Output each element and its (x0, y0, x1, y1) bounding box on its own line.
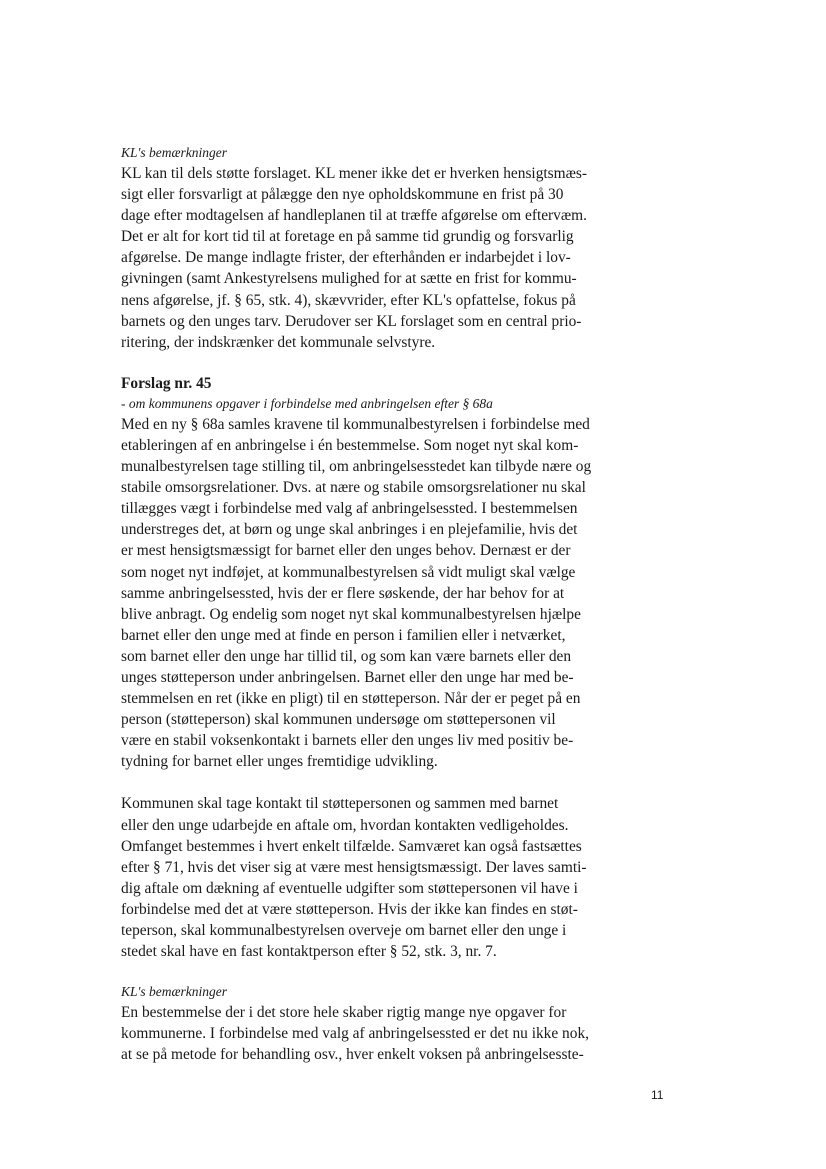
text-line: efter § 71, hvis det viser sig at være mest hensigtsmæssigt. Der laves samti- (121, 858, 587, 876)
section-kl-remarks-2 (121, 982, 621, 1065)
text-line: Kommunen skal tage kontakt til støttepersonen og sammen med barnet (121, 795, 559, 813)
text-line: person (støtteperson) skal kommunen undersøge om støttepersonen vil (121, 711, 556, 729)
text-line: som noget nyt indføjet, at kommunalbestyrelsen så vidt muligt skal vælge (121, 563, 576, 581)
page-content (121, 143, 621, 1065)
text-line: barnet eller den unge med at finde en person i familien eller i netværket, (121, 626, 566, 644)
text-line: tillægges vægt i forbindelse med valg af anbringelsessted. I bestemmelsen (121, 500, 578, 518)
text-line: nens afgørelse, jf. § 65, stk. 4), skævvrider, efter KL's opfattelse, fokus på (121, 291, 576, 309)
section-proposal-45 (121, 373, 621, 962)
section-heading: KL's bemærkninger (121, 984, 228, 1000)
body-paragraph (121, 414, 621, 773)
text-line: stedet skal have en fast kontaktperson efter § 52, stk. 3, nr. 7. (121, 943, 497, 961)
page-number: 11 (651, 1088, 664, 1102)
text-line: tydning for barnet eller unges fremtidige udvikling. (121, 753, 438, 771)
text-line: understreges det, at børn og unge skal anbringes i en plejefamilie, hvis det (121, 521, 578, 539)
text-line: stemmelsen en ret (ikke en pligt) til en støtteperson. Når der er peget på en (121, 690, 581, 708)
body-paragraph (121, 163, 621, 353)
section-heading: KL's bemærkninger (121, 145, 228, 160)
text-line: samme anbringelsessted, hvis der er flere søskende, der har behov for at (121, 584, 565, 602)
text-line: stabile omsorgsrelationer. Dvs. at nære og stabile omsorgsrelationer nu skal (121, 479, 586, 497)
text-line: givningen (samt Ankestyrelsens mulighed for at sætte en frist for kommu- (121, 270, 577, 288)
text-line: afgørelse. De mange indlagte frister, der efterhånden er indarbejdet i lov- (121, 249, 571, 267)
text-line: barnets og den unges tarv. Derudover ser KL forslaget som en central prio- (121, 312, 582, 330)
text-line: Omfanget bestemmes i hvert enkelt tilfælde. Samværet kan også fastsættes (121, 837, 582, 855)
text-line: er mest hensigtsmæssigt for barnet eller den unges behov. Dernæst er der (121, 542, 571, 560)
text-line: munalbestyrelsen tage stilling til, om anbringelsesstedet kan tilbyde nære og (121, 458, 592, 476)
section-kl-remarks-1 (121, 143, 621, 353)
text-line: Det er alt for kort tid til at foretage en på samme tid grundig og forsvarlig (121, 228, 574, 246)
text-line: dig aftale om dækning af eventuelle udgifter som støttepersonen vil have i (121, 879, 578, 897)
text-line: at se på metode for behandling osv., hver enkelt voksen på anbringelsesste- (121, 1046, 584, 1064)
text-line: eller den unge udarbejde en aftale om, hvordan kontakten vedligeholdes. (121, 816, 569, 834)
text-line: unges støtteperson under anbringelsen. Barnet eller den unge har med be- (121, 668, 574, 686)
text-line: Med en ny § 68a samles kravene til kommunalbestyrelsen i forbindelse med (121, 415, 590, 433)
text-line: sigt eller forsvarligt at pålægge den nye opholdskommune en frist på 30 (121, 186, 564, 204)
text-line: være en stabil voksenkontakt i barnets eller den unges liv med positiv be- (121, 732, 574, 750)
text-line: blive anbragt. Og endelig som noget nyt skal kommunalbestyrelsen hjælpe (121, 605, 581, 623)
body-paragraph (121, 793, 621, 962)
proposal-title: Forslag nr. 45 (121, 374, 212, 392)
text-line: etableringen af en anbringelse i én bestemmelse. Som noget nyt skal kom- (121, 436, 579, 454)
text-line: ritering, der indskrænker det kommunale selvstyre. (121, 333, 436, 351)
text-line: En bestemmelse der i det store hele skaber rigtig mange nye opgaver for (121, 1004, 567, 1022)
text-line: teperson, skal kommunalbestyrelsen overveje om barnet eller den unge i (121, 922, 567, 939)
text-line: kommunerne. I forbindelse med valg af anbringelsessted er det nu ikke nok, (121, 1025, 589, 1043)
text-line: KL kan til dels støtte forslaget. KL mener ikke det er hverken hensigtsmæs- (121, 165, 588, 182)
text-line: som barnet eller den unge har tillid til, og som kan være barnets eller den (121, 647, 572, 665)
body-paragraph (121, 1002, 621, 1065)
proposal-subtitle: - om kommunens opgaver i forbindelse med anbringelsen efter § 68a (121, 395, 493, 411)
text-line: dage efter modtagelsen af handleplanen til at træffe afgørelse om eftervæm. (121, 207, 587, 225)
text-line: forbindelse med det at være støtteperson. Hvis der ikke kan findes en støt- (121, 900, 578, 918)
